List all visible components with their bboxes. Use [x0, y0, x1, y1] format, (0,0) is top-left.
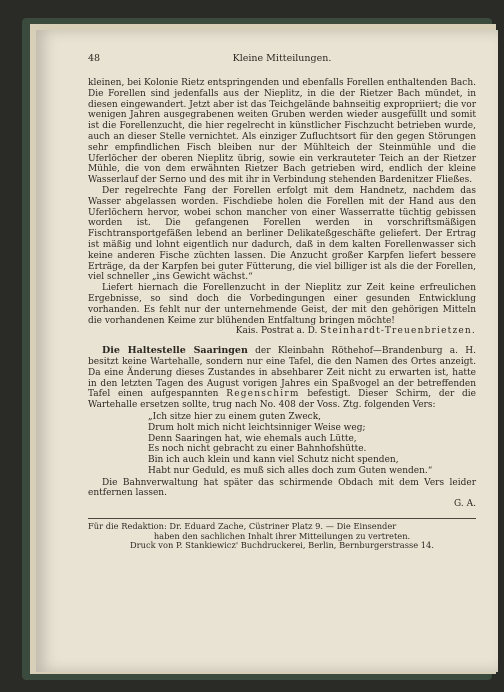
paragraph-saaringen — [88, 346, 476, 411]
footer-printer: Druck von P. Stankiewicz' Buchdruckerei, Berlin, Bernburgerstrasse 14. — [130, 540, 434, 551]
poem-line: Habt nur Geduld, es muß sich alles doch zum Guten wenden.“ — [148, 465, 433, 476]
paragraph-removal: Die Bahnverwaltung hat später das schirmende Obdach mit dem Vers leider entfernen lassen. — [88, 477, 476, 499]
article-title: Die Haltestelle Saaringen — [102, 345, 248, 357]
author-title: Kais. Postrat a. D. — [235, 326, 318, 337]
author-signature — [88, 326, 476, 337]
page-header — [88, 54, 476, 68]
page-content — [88, 54, 476, 551]
article-text-end: befestigt. Dieser Schirm, der die Wartehalle ersetzen sollte, trug nach No. 408 der Voss. Ztg. folgenden Vers: — [88, 389, 476, 411]
poem — [88, 412, 476, 477]
imprint-footer — [88, 522, 476, 551]
book-page — [36, 30, 498, 672]
paragraph-continued: kleinen, bei Kolonie Rietz entspringenden und ebenfalls Forellen enthaltenden Bach. Die Forellen sind jedenfalls aus der Nieplitz, in die der Rietzer Bach mündet, in diesen eingewandert. Jetzt aber ist das Teichgelände bahnseitig expropriiert; die vor wenigen Jahren ausgegrabenen weiten Gruben werden wieder ausgefüllt und somit ist die Forellenzucht, die hier regelrecht in künstlicher Fischzucht betrieben wurde, auch an dieser Stelle vernichtet. Als einziger Zufluchtsort für den gegen Störungen sehr empfindlichen Fisch bleiben nur der Mühlteich der Steinmühle und die Uferlöcher der oberen Nieplitz übrig, sowie ein verkrauteter Teich an der Rietzer Mühle, die von dem erwähnten Rietzer Bach getrieben wird, endlich der kleine Wasserlauf der Serno und des mit ihr in Verbindung stehenden Bardenitzer Fließes. — [88, 78, 476, 186]
initials-signature: G. A. — [454, 499, 476, 510]
poem-line: Es noch nicht gebracht zu einer Bahnhofshütte. — [148, 444, 367, 455]
footer-responsibility: haben den sachlichen Inhalt ihrer Mitteilungen zu vertreten. — [153, 530, 411, 541]
poem-line: Bin ich auch klein und kann viel Schutz nicht spenden, — [148, 455, 399, 466]
page-number: 48 — [88, 53, 101, 64]
poem-line: Drum holt mich nicht leichtsinniger Weise weg; — [148, 422, 366, 433]
footer-editor: Für die Redaktion: Dr. Eduard Zache, Cüstriner Platz 9. — Die Einsender — [88, 521, 397, 532]
article-emphasis: Regenschirm — [226, 389, 300, 400]
article-text: der Kleinbahn Röthehof—Brandenburg a. H. besitzt keine Wartehalle, sondern nur eine Tafel, die den Namen des Ortes anzeigt. Da eine Änderung dieses Zustandes in absehbarer Zeit nicht zu erwarten ist, hatte in den letzten Tagen des August vorigen Jahres ein Spaßvogel an der betreffenden Tafel einen aufgespannten — [88, 346, 476, 400]
footer-rule — [88, 518, 476, 519]
poem-line: „Ich sitze hier zu einem guten Zweck, — [148, 411, 322, 422]
author-name: Steinhardt-Treuenbrietzen. — [320, 326, 476, 337]
poem-line: Denn Saaringen hat, wie ehemals auch Lütte, — [148, 433, 357, 444]
running-title: Kleine Mitteilungen. — [232, 53, 332, 64]
paragraph-prospects: Liefert hiernach die Forellenzucht in der Nieplitz zur Zeit keine erfreulichen Ergebnisse, so sind doch die Vorbedingungen einer gesunden Entwicklung vorhanden. Es fehlt nur der unternehmende Geist, der mit den gehörigen Mitteln die vorhandenen Keime zur blühenden Entfaltung bringen möchte! — [88, 283, 476, 326]
paragraph-fishing: Der regelrechte Fang der Forellen erfolgt mit dem Handnetz, nachdem das Wasser abgelassen worden. Fischdiebe holen die Forellen mit der Hand aus den Uferlöchern hervor, wobei schon mancher von einer Wasserratte tüchtig gebissen worden ist. Die gefangenen Forellen werden in vorschriftsmäßigen Fischtransportgefäßen lebend an berliner Delikateßgeschäfte geliefert. Der Ertrag ist mäßig und lohnt eigentlich nur dadurch, daß in dem kalten Forellenwasser sich keine anderen Fische züchten lassen. Die Anzucht großer Karpfen liefert bessere Erträge, da der Karpfen bei guter Fütterung, die viel billiger ist als die der Forellen, viel schneller „ins Gewicht wächst.“ — [88, 185, 476, 283]
